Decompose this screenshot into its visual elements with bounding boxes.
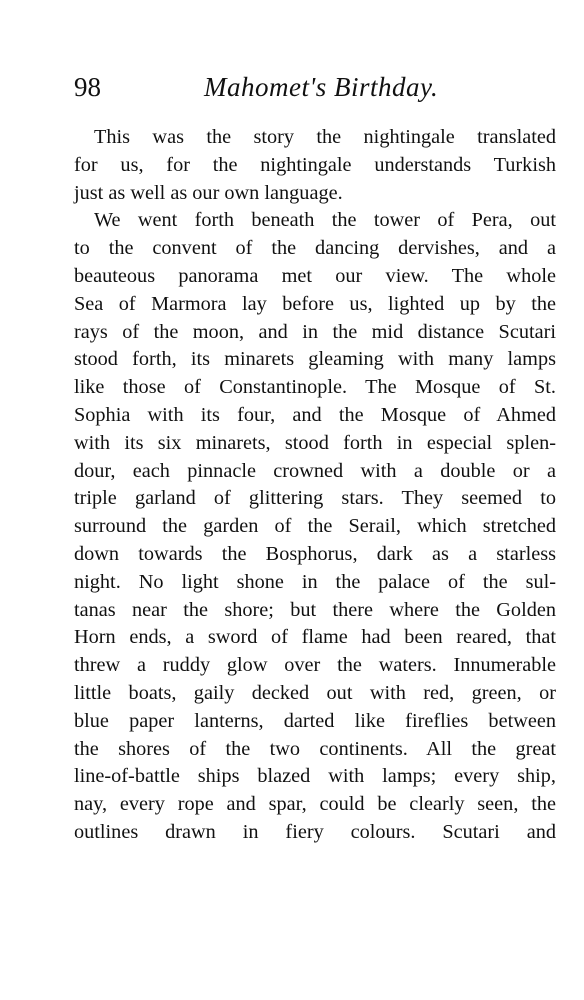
text-line: nay, every rope and spar, could be clearly seen, the <box>74 793 556 816</box>
body-text <box>74 124 556 847</box>
page-number: 98 <box>74 72 101 102</box>
text-line: Sea of Marmora lay before us, lighted up by the <box>74 292 556 315</box>
text-line: the shores of the two continents. All the great <box>74 737 556 760</box>
text-line: to the convent of the dancing dervishes, and a <box>74 237 556 260</box>
text-line: Horn ends, a sword of flame had been reared, that <box>74 626 556 649</box>
text-line: threw a ruddy glow over the waters. Innumerable <box>74 654 556 677</box>
text-line: outlines drawn in fiery colours. Scutari and <box>74 820 556 843</box>
text-line: tanas near the shore; but there where the Golden <box>74 598 556 621</box>
text-line: dour, each pinnacle crowned with a double or a <box>74 459 556 482</box>
text-line: just as well as our own language. <box>74 181 343 204</box>
text-line: stood forth, its minarets gleaming with many lamps <box>74 348 556 371</box>
page-header <box>74 70 554 110</box>
text-line: This was the story the nightingale translated <box>94 126 556 148</box>
running-head: Mahomet's Birthday. <box>204 72 439 102</box>
text-line: surround the garden of the Serail, which stretched <box>74 515 556 538</box>
text-line: like those of Constantinople. The Mosque of St. <box>74 376 556 399</box>
text-line: beauteous panorama met our view. The whole <box>74 264 556 287</box>
text-line: blue paper lanterns, darted like fireflies between <box>74 709 556 732</box>
text-line: down towards the Bosphorus, dark as a starless <box>74 542 556 565</box>
text-line: line-of-battle ships blazed with lamps; every ship, <box>74 765 556 788</box>
text-line: rays of the moon, and in the mid distance Scutari <box>74 320 556 343</box>
text-line: We went forth beneath the tower of Pera, out <box>94 209 556 232</box>
text-line: little boats, gaily decked out with red, green, or <box>74 681 556 704</box>
text-line: triple garland of glittering stars. They seemed to <box>74 487 556 510</box>
text-line: for us, for the nightingale understands Turkish <box>74 153 556 176</box>
text-line: night. No light shone in the palace of the sul- <box>74 570 556 593</box>
text-line: with its six minarets, stood forth in especial splen- <box>74 431 556 454</box>
text-line: Sophia with its four, and the Mosque of Ahmed <box>74 403 556 426</box>
